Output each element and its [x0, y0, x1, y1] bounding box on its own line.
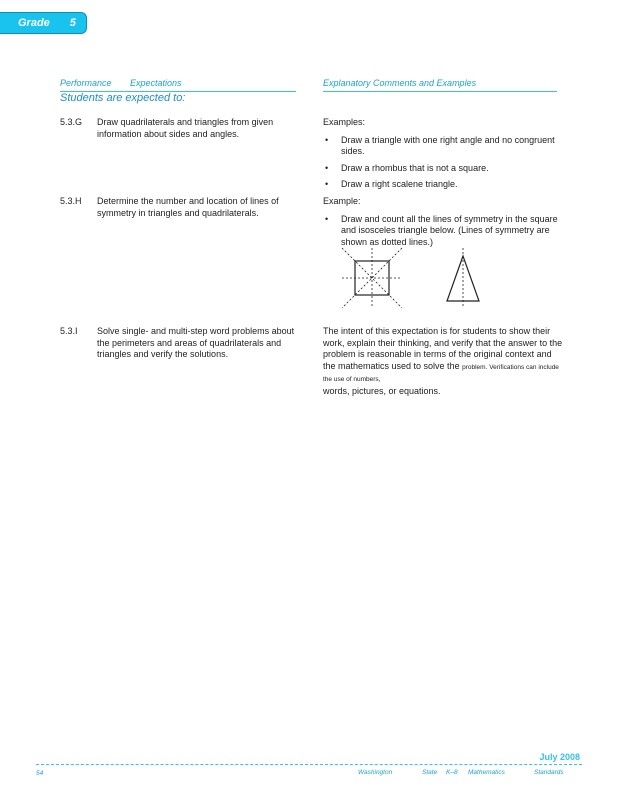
grade-tab	[0, 12, 87, 34]
grade-label: Grade	[18, 17, 50, 29]
comment-tail: words, pictures, or equations.	[323, 385, 441, 396]
header-rule-right	[323, 91, 557, 92]
code-5-3-i: 5.3.I	[60, 326, 78, 336]
isosceles-triangle-with-symmetry-line	[447, 248, 479, 308]
footer-rule	[36, 764, 582, 765]
comment-small-text: problem. Verifications can include the use of numbers,	[323, 363, 559, 383]
footer-title-standards: Standards	[534, 769, 564, 776]
description-5-3-i: Solve single- and multi-step word problems about the perimeters and areas of quadrilaterals and triangles and verify the solutions.	[97, 326, 295, 359]
footer-title-grades: K–8	[446, 769, 458, 776]
comment-5-3-i	[323, 326, 563, 397]
list-item: • Draw a right scalene triangle.	[325, 179, 458, 189]
page-number: 54	[36, 770, 44, 777]
list-item: • Draw and count all the lines of symmetry in the square and isosceles triangle below. (Lines of symmetry are shown as dotted lines.)	[325, 213, 558, 247]
footer-date: July 2008	[539, 752, 580, 762]
examples-5-3-g	[323, 117, 563, 196]
header-explanatory: Explanatory Comments and Examples	[323, 78, 477, 88]
header-expectations: Expectations	[130, 78, 182, 88]
footer-title-state: State	[422, 769, 438, 776]
header-performance: Performance	[60, 78, 112, 88]
comment-text: The intent of this expectation is for students to show their work, explain their thinking, and verify that the answer to the problem is reasonable in terms of the original context and the mathematics used to solve the	[323, 326, 563, 371]
footer-title-washington: Washington	[358, 769, 393, 776]
square-with-symmetry-lines	[342, 248, 402, 308]
symmetry-figures	[338, 246, 498, 308]
example-5-3-h	[323, 196, 563, 253]
description-5-3-g: Draw quadrilaterals and triangles from given information about sides and angles.	[97, 117, 274, 139]
footer-title-mathematics: Mathematics	[468, 769, 505, 776]
list-item: • Draw a rhombus that is not a square.	[325, 162, 489, 173]
description-5-3-h: Determine the number and location of lines of symmetry in triangles and quadrilaterals.	[97, 196, 279, 218]
examples-label: Examples:	[323, 117, 366, 127]
students-expected-heading: Students are expected to:	[60, 92, 186, 104]
code-5-3-g: 5.3.G	[60, 117, 83, 127]
grade-number: 5	[69, 17, 76, 29]
list-item: • Draw a triangle with one right angle and no congruent sides.	[325, 134, 555, 156]
example-label: Example:	[323, 196, 361, 206]
code-5-3-h: 5.3.H	[60, 196, 82, 206]
